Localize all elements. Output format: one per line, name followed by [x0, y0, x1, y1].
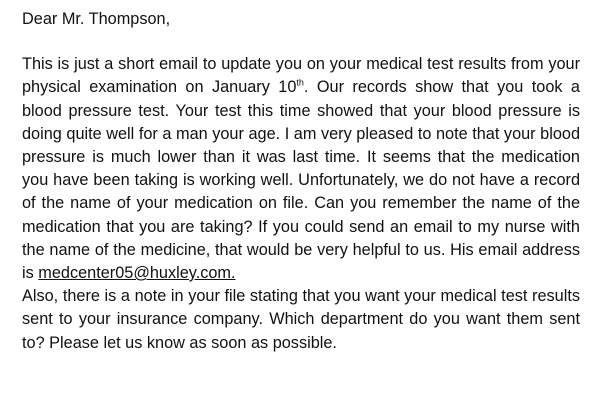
paragraph-text-after-date: . Our records show that you took a blood pressure test. Your test this time showed that your blood pressure is doing quite well for a man your age. I am very pleased to note that your blood pressure is much lower than it was last time. It seems that the medication you have been taking is working well. Unfortunately, we do not have a record of the name of your medication on file. Can you remember the name of the medication that you are taking? If you could send an email to my nurse with the name of the medicine, that would be very helpful to us. His email address is: [22, 78, 580, 283]
nurse-email-link[interactable]: medcenter05@huxley.com.: [38, 264, 236, 283]
paragraph-insurance-request: Also, there is a note in your file stating that you want your medical test results sent to your insurance company. Which department do you want them sent to? Please let us know as soon as possible.: [22, 287, 580, 352]
paragraph-test-results: [22, 53, 580, 285]
date-ordinal-suffix: th: [296, 77, 304, 88]
paragraph-text-before-date: This is just a short email to update you on your medical test results from your physical examination on January 10: [22, 55, 580, 97]
email-body: [22, 8, 580, 355]
greeting: Dear Mr. Thompson,: [22, 10, 171, 28]
